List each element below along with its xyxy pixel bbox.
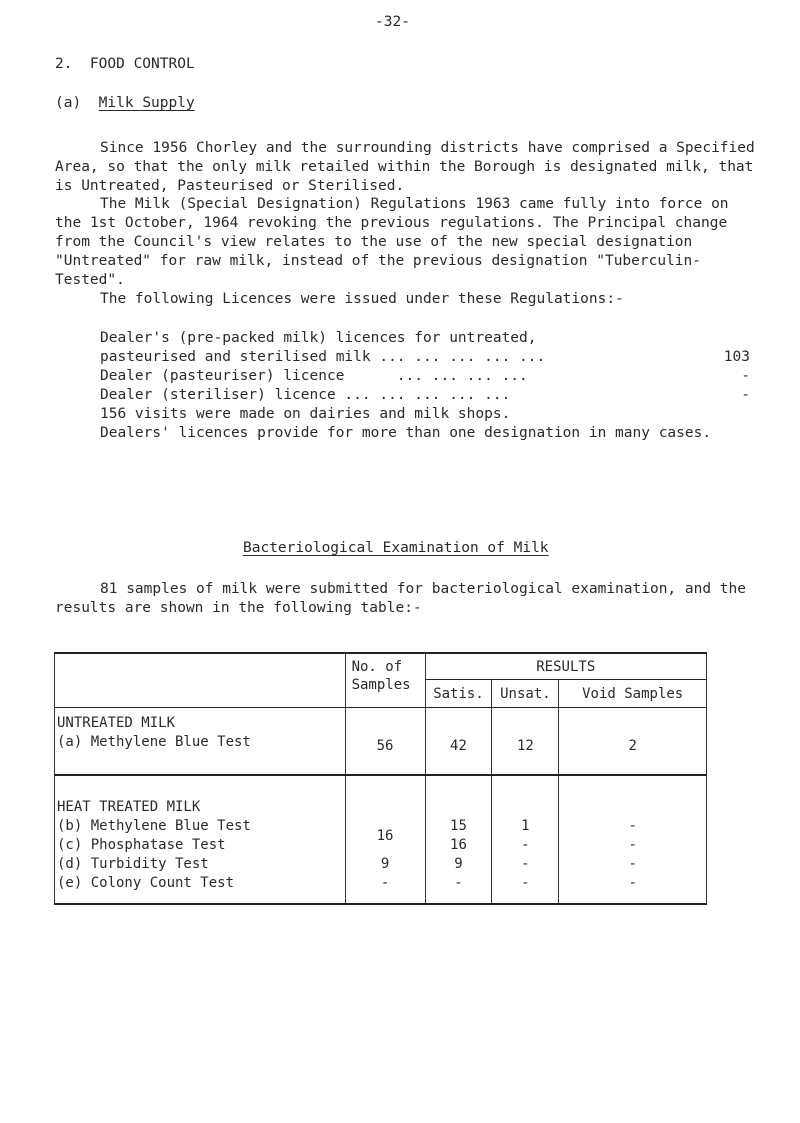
- dealers-note: Dealers' licences provide for more than one designation in many cases.: [100, 425, 712, 441]
- test-label: (e) Colony Count Test: [57, 875, 235, 891]
- untreated-void: 2: [559, 708, 707, 776]
- licence-row: Dealer (steriliser) licence ... ... ... ... ... -: [100, 387, 750, 403]
- page-number: -32-: [375, 14, 410, 30]
- results-table: [54, 652, 707, 905]
- paragraph-regulations: The Milk (Special Designation) Regulations 1963 came fully into force on the 1st October, 1964 revoking the previous regulations. The Principal change from the Council's view relates to the use of the new special designation "Untreated" for raw milk, instead of the previous designation "Tuberculin-Tested".: [55, 196, 729, 288]
- unsat-cell: -: [521, 856, 530, 872]
- test-label: (d) Turbidity Test: [57, 856, 209, 872]
- paragraph-specified-area: Since 1956 Chorley and the surrounding districts have comprised a Specified Area, so that the only milk retailed within the Borough is designated milk, that is Untreated, Pasteurised or Sterilised.: [55, 140, 755, 194]
- unsat-cell: -: [521, 837, 530, 853]
- samples-cell: 9: [380, 856, 390, 872]
- void-cell: -: [628, 818, 637, 834]
- unsat-header: Unsat.: [492, 680, 559, 708]
- subsection-title: Milk Supply: [98, 95, 195, 111]
- licence-list: [100, 329, 790, 443]
- satis-cell: 9: [454, 856, 463, 872]
- table-row: [55, 775, 707, 904]
- results-header: RESULTS: [425, 653, 706, 680]
- untreated-test: (a) Methylene Blue Test: [57, 734, 251, 750]
- test-label: (b) Methylene Blue Test: [57, 818, 251, 834]
- void-cell: -: [628, 875, 637, 891]
- bacteriological-heading: Bacteriological Examination of Milk: [243, 540, 549, 556]
- heat-treated-heading: HEAT TREATED MILK: [57, 799, 201, 815]
- unsat-cell: 1: [521, 818, 530, 834]
- satis-cell: -: [454, 875, 463, 891]
- table-corner: [55, 653, 346, 708]
- licence-row: Dealer (pasteuriser) licence ... ... ... ... -: [100, 368, 750, 384]
- subsection-number: (a): [55, 95, 82, 111]
- untreated-heading: UNTREATED MILK: [57, 715, 176, 731]
- void-cell: -: [628, 837, 637, 853]
- void-cell: -: [628, 856, 637, 872]
- test-label: (c) Phosphatase Test: [57, 837, 226, 853]
- satis-cell: 15: [450, 818, 467, 834]
- subsection-heading: [55, 95, 195, 111]
- visits-note: 156 visits were made on dairies and milk shops.: [100, 406, 511, 422]
- section-title: 2. FOOD CONTROL: [55, 56, 195, 72]
- licence-row: Dealer's (pre-packed milk) licences for untreated,: [100, 330, 537, 346]
- satis-cell: 16: [450, 837, 467, 853]
- untreated-satis: 42: [425, 708, 492, 776]
- samples-cell: -: [380, 875, 390, 891]
- table-row: [55, 708, 707, 776]
- untreated-samples: 56: [345, 708, 425, 776]
- unsat-cell: -: [521, 875, 530, 891]
- bacteriological-intro: 81 samples of milk were submitted for bacteriological examination, and the results are shown in the following table:-: [55, 581, 747, 616]
- paragraph-licences-intro: The following Licences were issued under these Regulations:-: [100, 291, 624, 307]
- satis-header: Satis.: [425, 680, 492, 708]
- heat-treated-samples-bc: 16: [376, 828, 394, 844]
- licence-row: pasteurised and sterilised milk ... ... ... ... ... 103: [100, 349, 750, 365]
- void-header: Void Samples: [559, 680, 707, 708]
- untreated-unsat: 12: [492, 708, 559, 776]
- samples-header: No. of Samples: [345, 653, 425, 708]
